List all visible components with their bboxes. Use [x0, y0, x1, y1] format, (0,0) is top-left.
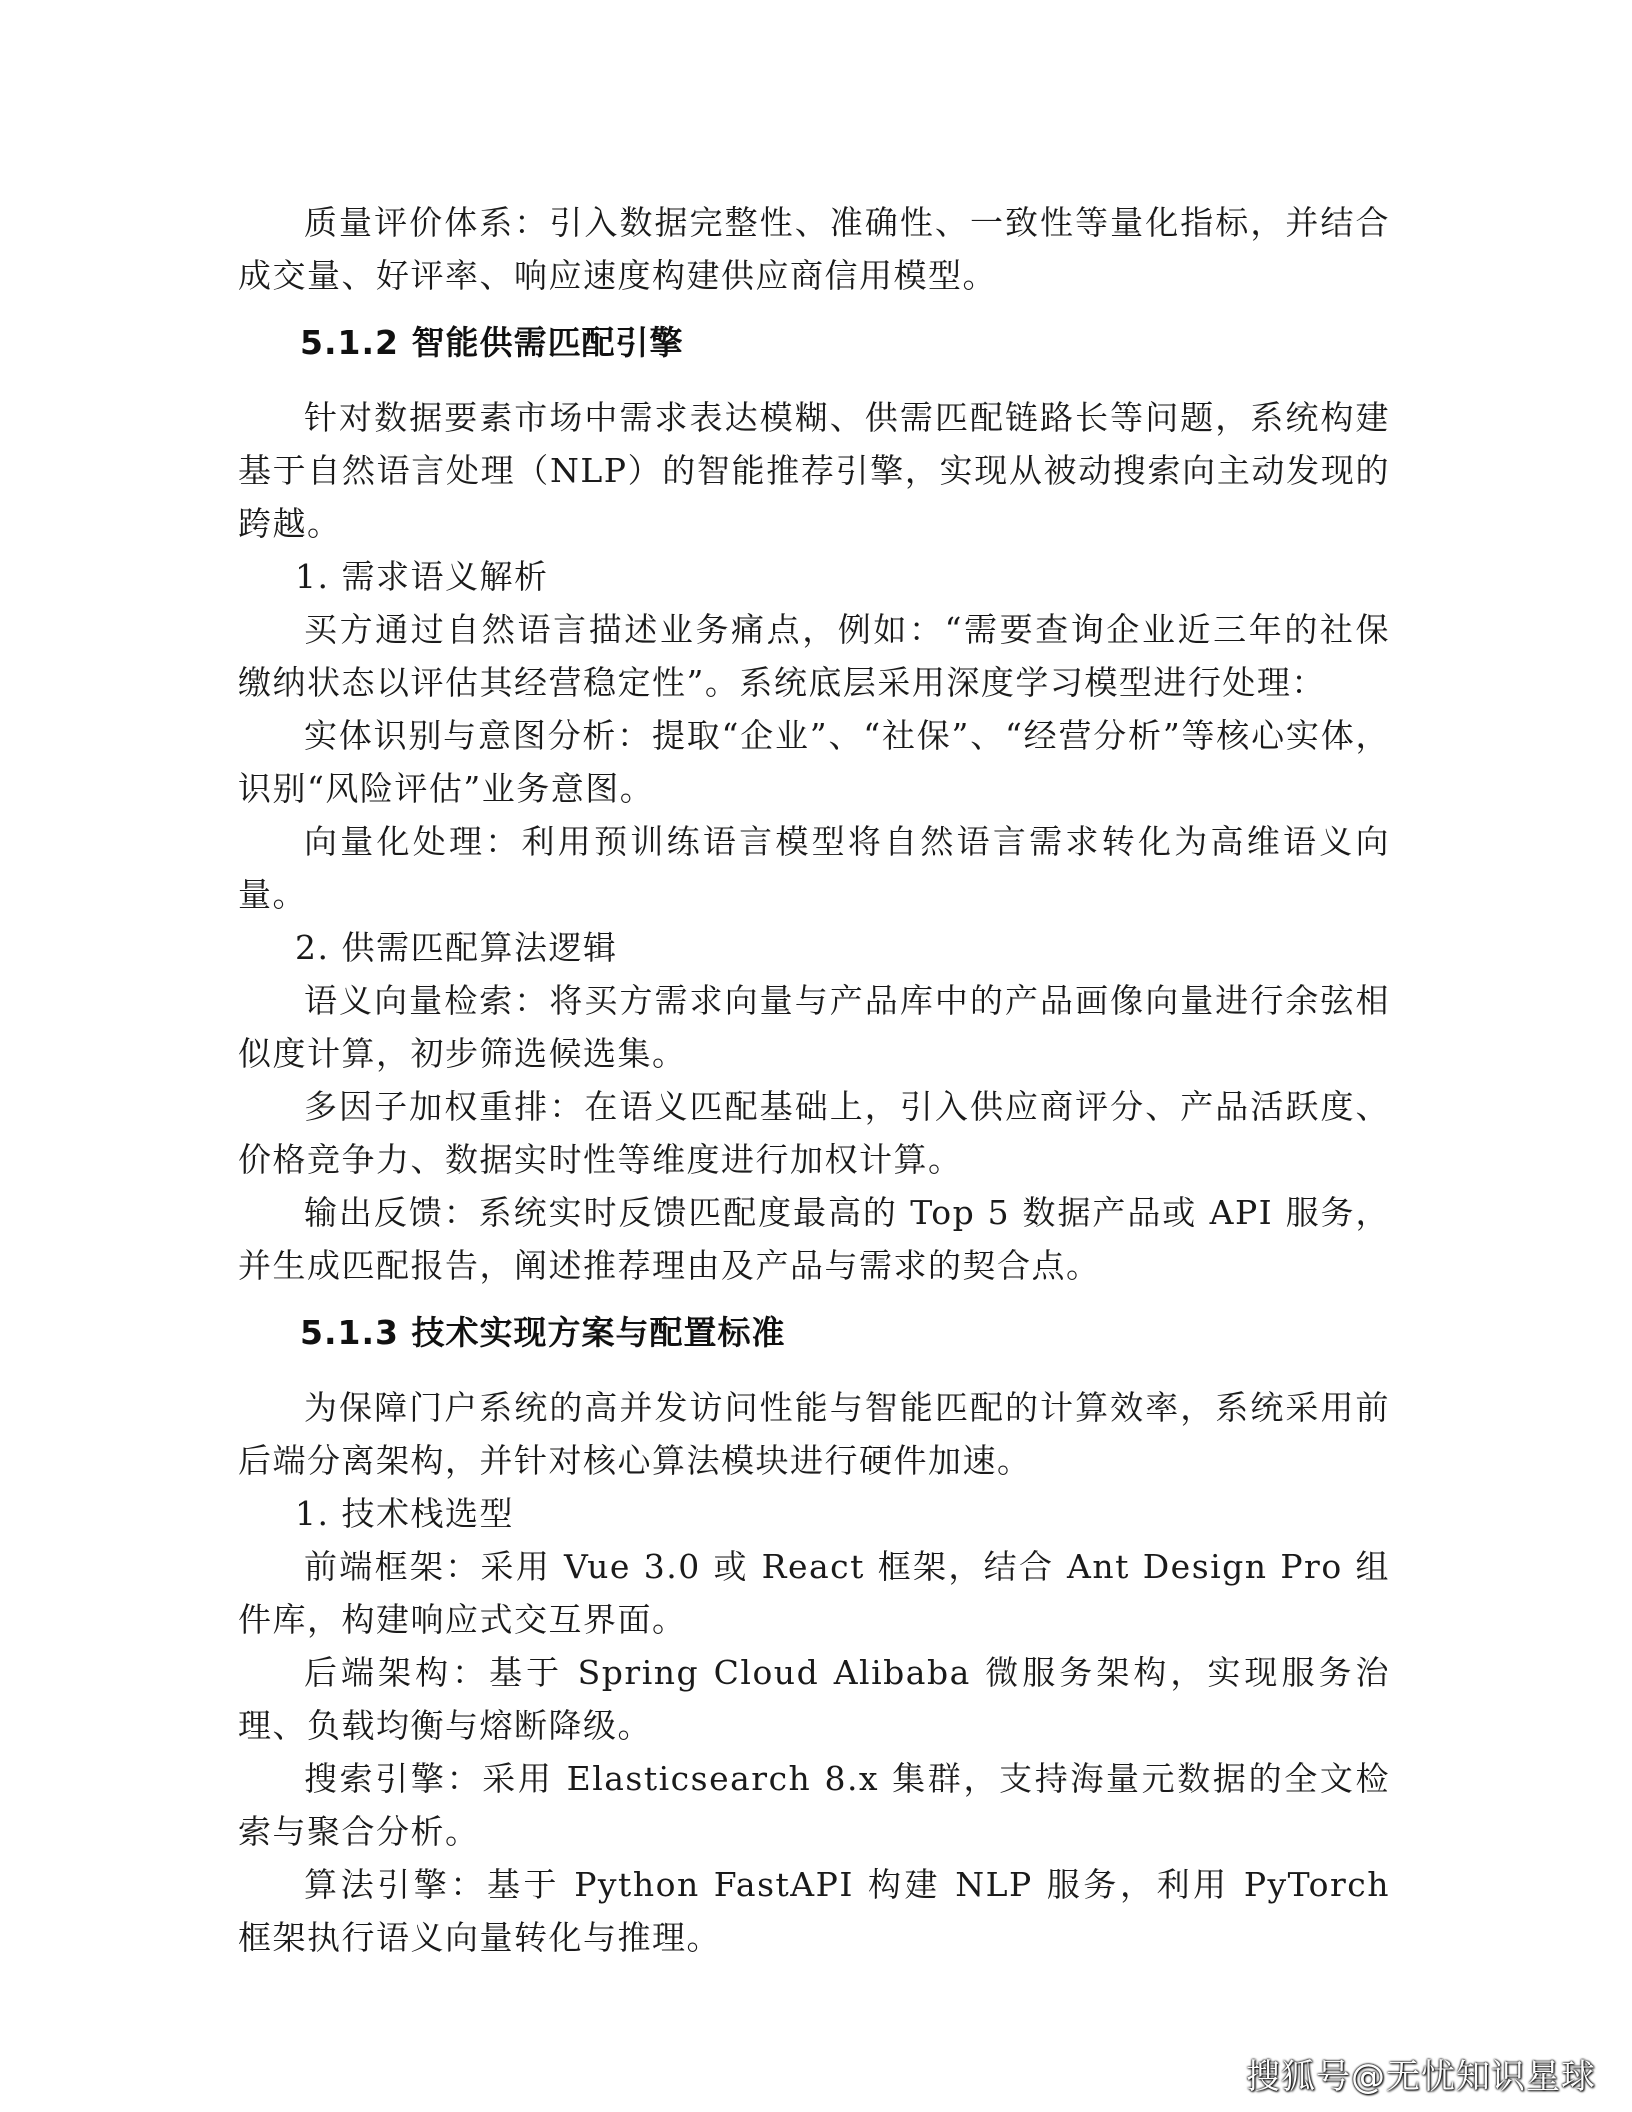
section-heading-5-1-3: 5.1.3 技术实现方案与配置标准 [300, 1313, 786, 1352]
list-item-demand-parsing: 1. 需求语义解析 [295, 557, 549, 596]
paragraph-output-feedback: 输出反馈：系统实时反馈匹配度最高的 Top 5 数据产品或 API 服务，并生成匹配报告，阐述推荐理由及产品与需求的契合点。 [238, 1193, 1390, 1285]
section-heading-5-1-2: 5.1.2 智能供需匹配引擎 [300, 323, 684, 362]
paragraph-quality-system: 质量评价体系：引入数据完整性、准确性、一致性等量化指标，并结合成交量、好评率、响应速度构建供应商信用模型。 [238, 203, 1390, 295]
list-item-tech-stack: 1. 技术栈选型 [295, 1494, 514, 1533]
document-body [238, 196, 1390, 1964]
paragraph-semantic-retrieval: 语义向量检索：将买方需求向量与产品库中的产品画像向量进行余弦相似度计算，初步筛选候选集。 [238, 981, 1390, 1073]
paragraph-buyer-description: 买方通过自然语言描述业务痛点，例如：“需要查询企业近三年的社保缴纳状态以评估其经营稳定性”。系统底层采用深度学习模型进行处理： [238, 610, 1390, 702]
paragraph-backend: 后端架构：基于 Spring Cloud Alibaba 微服务架构，实现服务治理、负载均衡与熔断降级。 [238, 1653, 1390, 1745]
watermark-label: 搜狐号@无忧知识星球 [1246, 2057, 1596, 2097]
paragraph-algorithm-engine: 算法引擎：基于 Python FastAPI 构建 NLP 服务，利用 PyTorch 框架执行语义向量转化与推理。 [238, 1865, 1391, 1957]
paragraph-512-intro: 针对数据要素市场中需求表达模糊、供需匹配链路长等问题，系统构建基于自然语言处理（NLP）的智能推荐引擎，实现从被动搜索向主动发现的跨越。 [238, 398, 1390, 543]
paragraph-entity-recognition: 实体识别与意图分析：提取“企业”、“社保”、“经营分析”等核心实体，识别“风险评估”业务意图。 [238, 716, 1390, 808]
list-item-matching-logic: 2. 供需匹配算法逻辑 [295, 928, 618, 967]
paragraph-frontend: 前端框架：采用 Vue 3.0 或 React 框架，结合 Ant Design Pro 组件库，构建响应式交互界面。 [238, 1547, 1390, 1639]
paragraph-search-engine: 搜索引擎：采用 Elasticsearch 8.x 集群，支持海量元数据的全文检索与聚合分析。 [238, 1759, 1390, 1851]
paragraph-multifactor-rerank: 多因子加权重排：在语义匹配基础上，引入供应商评分、产品活跃度、价格竞争力、数据实时性等维度进行加权计算。 [238, 1087, 1390, 1179]
paragraph-513-intro: 为保障门户系统的高并发访问性能与智能匹配的计算效率，系统采用前后端分离架构，并针对核心算法模块进行硬件加速。 [238, 1388, 1390, 1480]
paragraph-vectorization: 向量化处理：利用预训练语言模型将自然语言需求转化为高维语义向量。 [238, 822, 1390, 914]
